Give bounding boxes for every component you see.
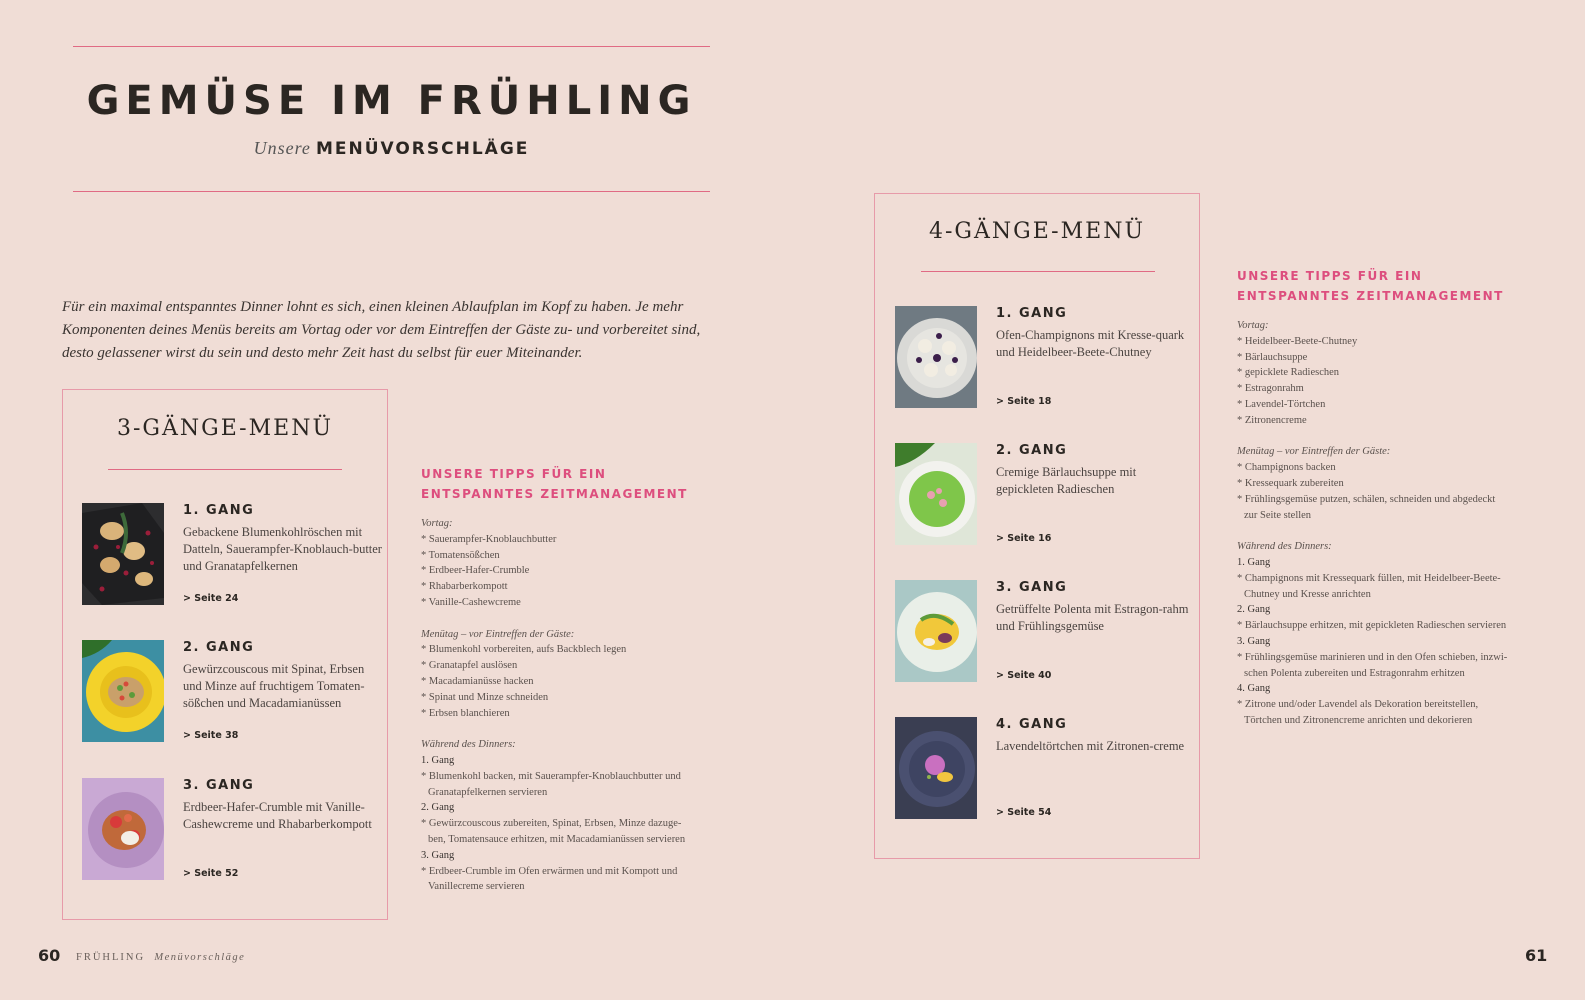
course-heading: 4. GANG (996, 717, 1068, 732)
tip-item: * Zitrone und/oder Lavendel als Dekoration bereitstellen, (1237, 699, 1479, 711)
menu-4-course-3 (895, 580, 1195, 685)
page-number-right: 61 (1525, 946, 1548, 965)
tip-item-cont: Granatapfelkernen servieren (428, 786, 548, 798)
tip-item: * Spinat und Minze schneiden (421, 691, 549, 703)
menu-3-box (62, 389, 388, 920)
page-reference: > Seite 16 (996, 533, 1052, 544)
group-label: Während des Dinners: (1237, 541, 1332, 553)
tip-item-cont: zur Seite stellen (1244, 509, 1312, 521)
menu-4-title: 4-GÄNGE-MENÜ (929, 219, 1145, 244)
tip-item: * Bärlauchsuppe erhitzen, mit gepickleten Radieschen servieren (1237, 620, 1507, 632)
tip-item-cont: ben, Tomatensauce erhitzen, mit Macadamianüssen servieren (428, 833, 686, 845)
tip-item: * Rhabarberkompott (421, 581, 508, 593)
course-heading: 2. GANG (996, 443, 1068, 458)
course-description: Erdbeer-Hafer-Crumble mit Vanille-Cashewcreme und Rhabarberkompott (183, 800, 372, 831)
subtitle-caps: MENÜVORSCHLÄGE (315, 139, 530, 159)
page-reference: > Seite 40 (996, 670, 1052, 681)
gang-label: 2. Gang (1237, 604, 1271, 616)
course-description: Gebackene Blumenkohlröschen mit Datteln, Sauerampfer-Knoblauch-butter und Granatapfelkernen (183, 525, 382, 573)
subtitle-italic: Unsere (253, 138, 311, 158)
footer-section: FRÜHLING (76, 952, 146, 963)
course-photo-polenta (895, 580, 977, 682)
tip-item: * Tomatensößchen (421, 549, 500, 561)
tip-item: * Frühlingsgemüse marinieren und in den Ofen schieben, inzwi- (1237, 651, 1508, 663)
page-title: GEMÜSE IM FRÜHLING (86, 78, 697, 124)
tip-item: * Vanille-Cashewcreme (421, 596, 521, 608)
course-photo-crumble (82, 778, 164, 880)
gang-label: 1. Gang (421, 754, 455, 766)
menu-4-course-1 (895, 306, 1195, 411)
tip-item: * gepicklete Radieschen (1237, 367, 1340, 379)
tips-4-heading (1237, 266, 1504, 306)
menu-3-title: 3-GÄNGE-MENÜ (117, 416, 333, 441)
course-heading: 3. GANG (183, 778, 255, 793)
tip-item-cont: schen Polenta zubereiten und Estragonrahm erhitzen (1244, 667, 1465, 679)
intro-text: Für ein maximal entspanntes Dinner lohnt es sich, einen kleinen Ablaufplan im Kopf zu haben. Je mehr Komponenten deines Menüs bereits am Vortag oder vor dem Eintreffen der Gäste zu- und vorbereitet sind, desto gelassener wirst du sein und desto mehr Zeit hast du selbst für euer Miteinander. (62, 299, 701, 361)
course-heading: 1. GANG (183, 503, 255, 518)
course-photo-lavender-tart (895, 717, 977, 819)
menu-4-title-rule (921, 271, 1155, 272)
group-label: Während des Dinners: (421, 739, 516, 751)
gang-label: 4. Gang (1237, 683, 1271, 695)
gang-label: 2. Gang (421, 802, 455, 814)
tip-item: * Blumenkohl vorbereiten, aufs Backblech legen (421, 644, 627, 656)
menu-4-box (874, 193, 1200, 859)
tips-4-list (1237, 318, 1547, 729)
tip-item: * Champignons backen (1237, 462, 1336, 474)
course-description: Lavendeltörtchen mit Zitronen-creme (996, 739, 1185, 753)
tips-heading-line: UNSERE TIPPS FÜR EIN (421, 467, 607, 481)
group-label: Menütag – vor Eintreffen der Gäste: (1237, 446, 1391, 458)
tip-item: * Champignons mit Kressequark füllen, mit Heidelbeer-Beete- (1237, 572, 1501, 584)
tip-item: * Bärlauchsuppe (1237, 351, 1308, 363)
tip-item: * Macadamianüsse hacken (421, 675, 534, 687)
tip-item-cont: Chutney und Kresse anrichten (1244, 588, 1371, 600)
group-label: Vortag: (421, 518, 453, 529)
tip-item: * Lavendel-Törtchen (1237, 398, 1326, 410)
group-label: Menütag – vor Eintreffen der Gäste: (421, 628, 575, 640)
tip-item: * Heidelbeer-Beete-Chutney (1237, 335, 1358, 347)
course-description: Gewürzcouscous mit Spinat, Erbsen und Minze auf fruchtigem Tomaten-sößchen und Macadamianüssen (183, 662, 365, 710)
course-description: Cremige Bärlauchsuppe mit gepickleten Radieschen (996, 465, 1137, 496)
tip-item: * Sauerampfer-Knoblauchbutter (421, 533, 557, 545)
course-heading: 1. GANG (996, 306, 1068, 321)
header-bottom-rule (73, 191, 710, 192)
tip-item-cont: Törtchen und Zitronencreme anrichten und dekorieren (1244, 714, 1473, 726)
gang-label: 1. Gang (1237, 556, 1271, 568)
course-heading: 3. GANG (996, 580, 1068, 595)
tip-item: * Estragonrahm (1237, 383, 1304, 395)
tips-heading-line: ENTSPANNTES ZEITMANAGEMENT (1237, 289, 1504, 303)
tips-3-list (421, 516, 721, 895)
course-photo-couscous (82, 640, 164, 742)
page-reference: > Seite 54 (996, 807, 1052, 818)
course-photo-cauliflower (82, 503, 164, 605)
menu-3-title-rule (108, 469, 342, 470)
group-label: Vortag: (1237, 320, 1269, 331)
tips-heading-line: ENTSPANNTES ZEITMANAGEMENT (421, 487, 688, 501)
page-reference: > Seite 38 (183, 730, 239, 741)
tip-item: * Frühlingsgemüse putzen, schälen, schneiden und abgedeckt (1237, 493, 1496, 505)
tip-item: * Erdbeer-Hafer-Crumble (421, 565, 530, 577)
page-reference: > Seite 52 (183, 868, 239, 879)
footer-subsection: Menüvorschläge (154, 952, 246, 963)
menu-3-course-2 (82, 640, 382, 745)
menu-4-course-2 (895, 443, 1195, 548)
menu-4-course-4 (895, 717, 1195, 822)
tip-item: * Erbsen blanchieren (421, 707, 510, 719)
gang-label: 3. Gang (1237, 635, 1271, 647)
tip-item: * Blumenkohl backen, mit Sauerampfer-Knoblauchbutter und (421, 770, 681, 782)
page-reference: > Seite 18 (996, 396, 1052, 407)
tips-3-heading (421, 464, 688, 504)
header-top-rule (73, 46, 710, 47)
tips-heading-line: UNSERE TIPPS FÜR EIN (1237, 269, 1423, 283)
page-reference: > Seite 24 (183, 593, 239, 604)
tip-item-cont: Vanillecreme servieren (428, 881, 525, 893)
page-subtitle (73, 138, 710, 159)
course-photo-soup (895, 443, 977, 545)
gang-label: 3. Gang (421, 849, 455, 861)
tip-item: * Granatapfel auslösen (421, 660, 518, 672)
course-description: Getrüffelte Polenta mit Estragon-rahm und Frühlingsgemüse (996, 602, 1189, 633)
running-footer (76, 952, 245, 963)
menu-3-course-3 (82, 778, 382, 883)
tip-item: * Gewürzcouscous zubereiten, Spinat, Erbsen, Minze dazuge- (421, 818, 682, 830)
tip-item: * Zitronencreme (1237, 414, 1307, 426)
tip-item: * Erdbeer-Crumble im Ofen erwärmen und mit Kompott und (421, 865, 678, 877)
page-number-left: 60 (38, 946, 61, 965)
tip-item: * Kressequark zubereiten (1237, 477, 1344, 489)
course-description: Ofen-Champignons mit Kresse-quark und Heidelbeer-Beete-Chutney (996, 328, 1185, 359)
menu-3-course-1 (82, 503, 382, 608)
course-heading: 2. GANG (183, 640, 255, 655)
course-photo-champignons (895, 306, 977, 408)
